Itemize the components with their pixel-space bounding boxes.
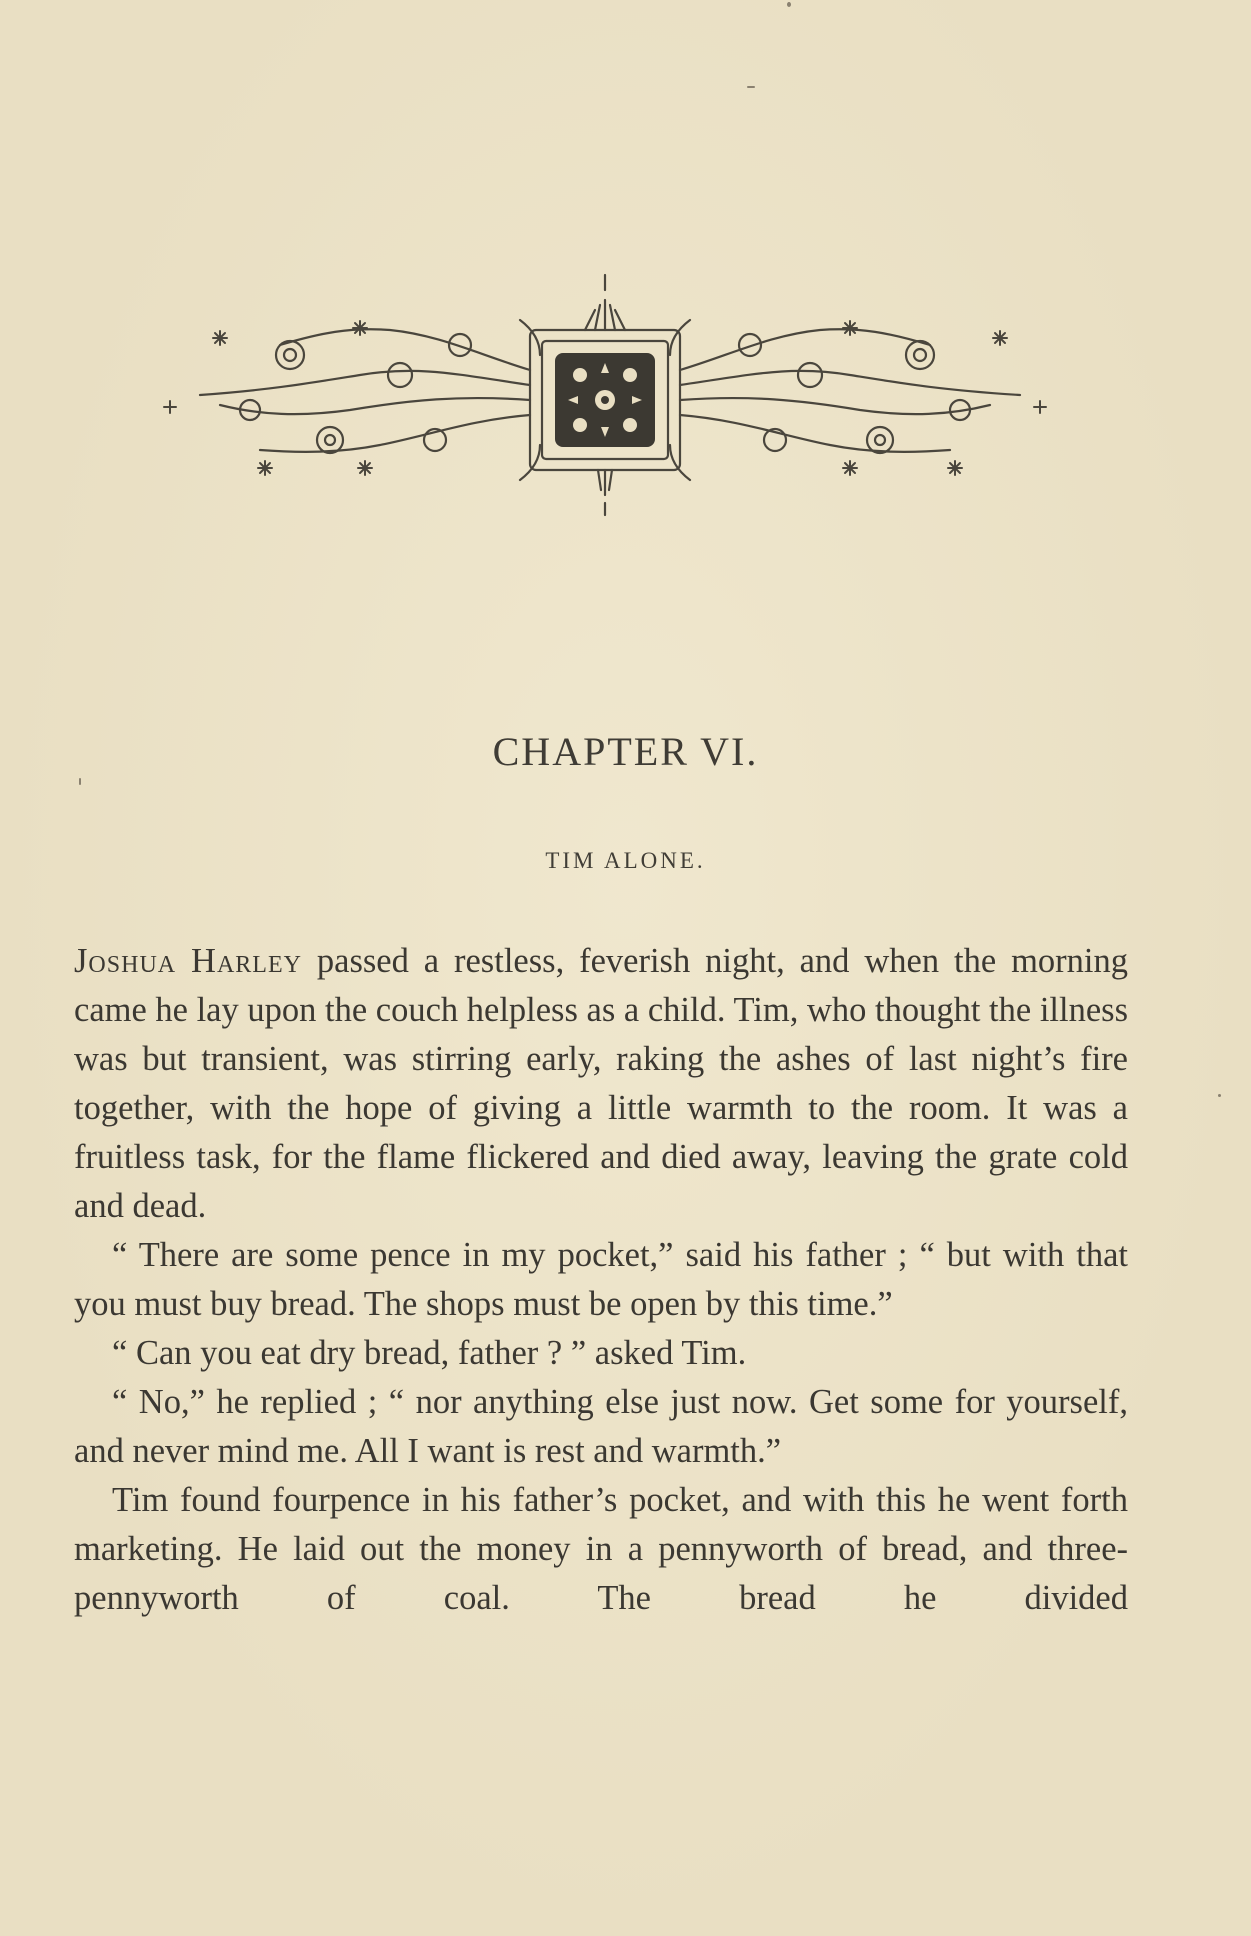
paragraph-1 bbox=[74, 937, 1128, 1231]
body-text bbox=[74, 937, 1128, 1623]
paragraph-4: “ No,” he replied ; “ nor anything else just now. Get some for yourself, and never mind me. All I want is rest and warmth.” bbox=[74, 1383, 1128, 1470]
paper-speck bbox=[747, 86, 755, 88]
opening-name-first: Joshua bbox=[74, 942, 177, 980]
paragraph-1-text: passed a restless, feverish night, and when the morning came he lay upon the couch helpless as a child. Tim, who thought the illness was but transient, was stirring early, raking the ashes of last night’s fire together, with the hope of giving a little warmth to the room. It was a fruitless task, for the flame flickered and died away, leaving the grate cold and dead. bbox=[74, 942, 1129, 1225]
paper-speck bbox=[79, 778, 81, 785]
decorative-ornament-headpiece bbox=[160, 235, 1060, 585]
chapter-heading: CHAPTER VI. bbox=[492, 729, 759, 774]
chapter-subtitle: TIM ALONE. bbox=[545, 848, 706, 873]
paragraph-3: “ Can you eat dry bread, father ? ” asked Tim. bbox=[112, 1334, 747, 1372]
opening-name-last: Harley bbox=[191, 942, 302, 980]
paragraph-5: Tim found fourpence in his father’s pocket, and with this he went forth marketing. He laid out the money in a pennyworth of bread, and three-pennyworth of coal. The bread he divided bbox=[74, 1481, 1128, 1617]
paragraph-2: “ There are some pence in my pocket,” said his father ; “ but with that you must buy bread. The shops must be open by this time.” bbox=[74, 1236, 1128, 1323]
paper-speck bbox=[787, 2, 791, 7]
paper-speck bbox=[1218, 1094, 1221, 1097]
